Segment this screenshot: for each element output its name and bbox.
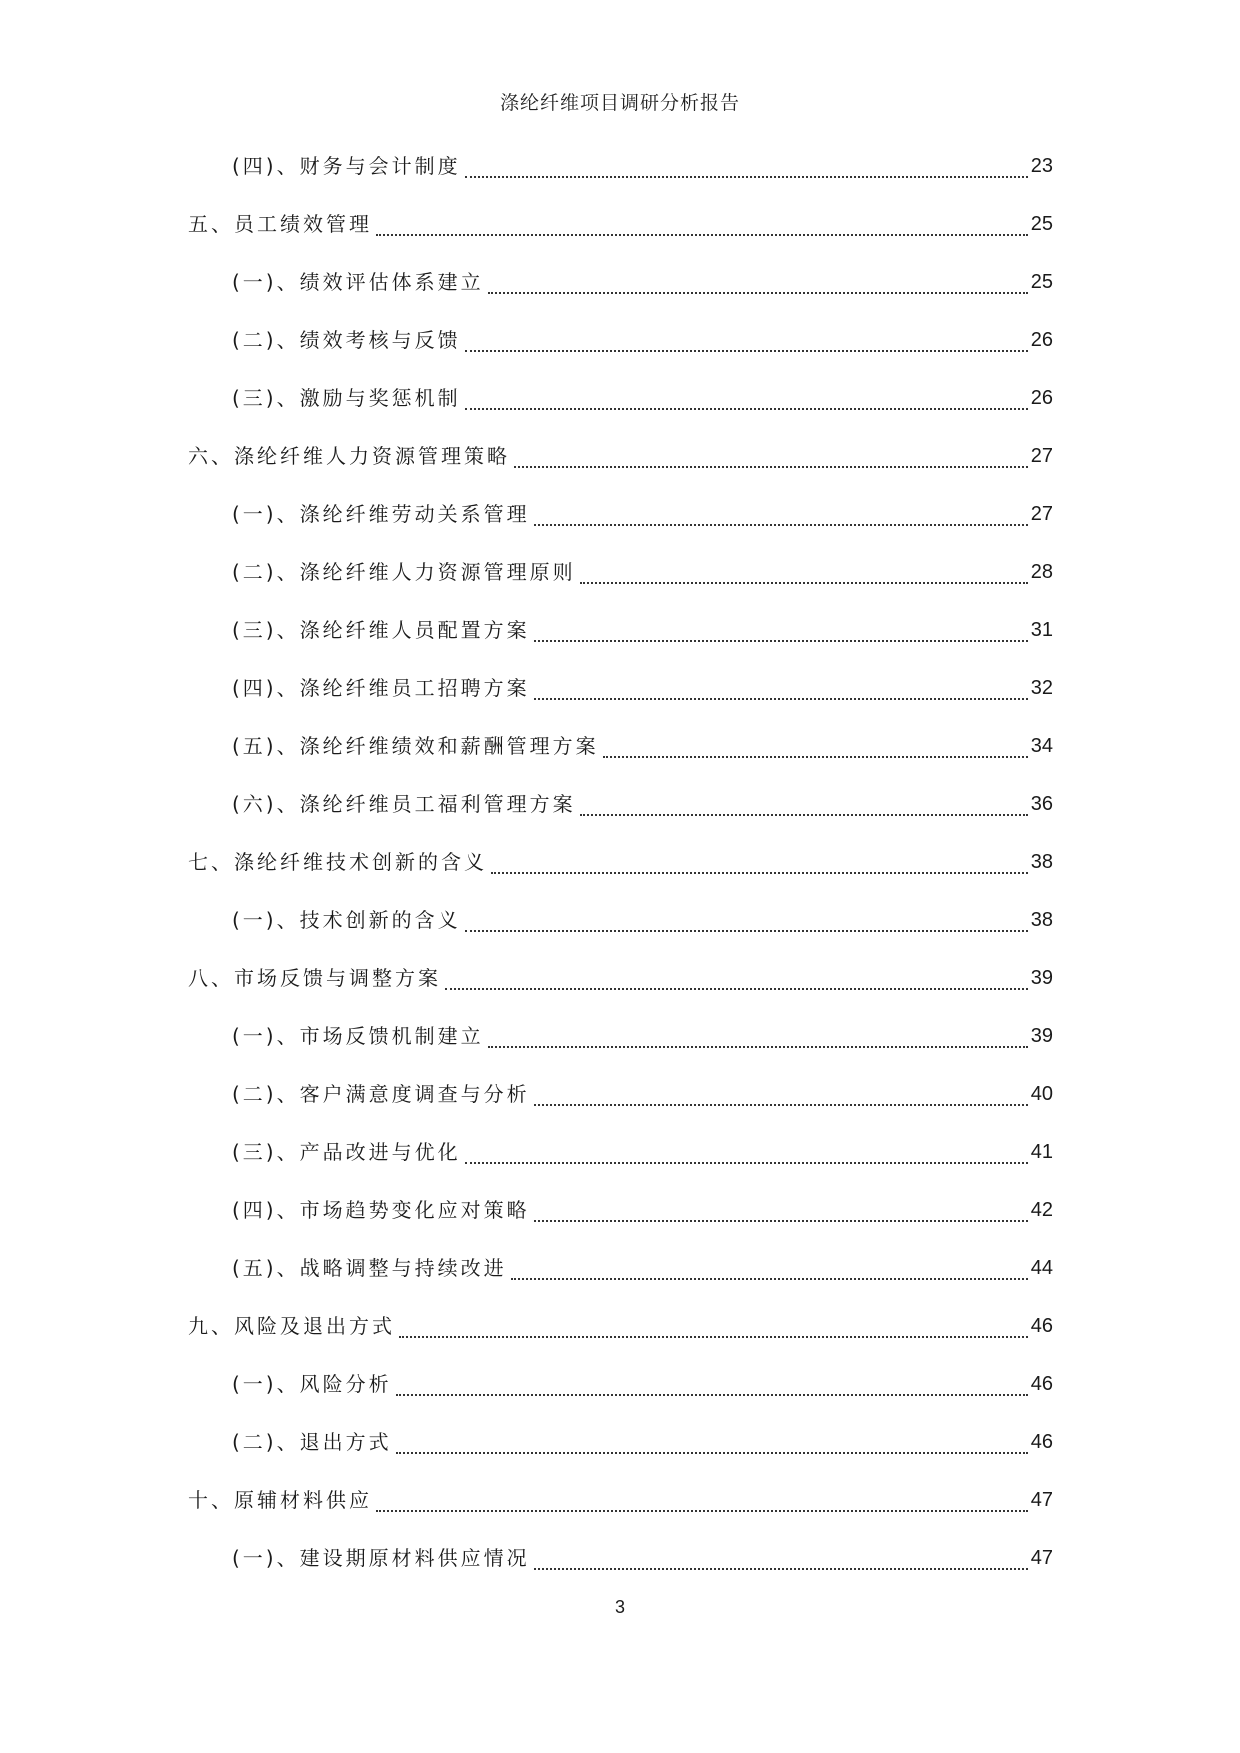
- toc-entry-page-number: 34: [1030, 735, 1053, 757]
- dot-leader: [511, 1277, 1028, 1280]
- dot-leader: [534, 1567, 1028, 1570]
- toc-entry[interactable]: [188, 891, 1053, 949]
- toc-entry[interactable]: [188, 717, 1053, 775]
- toc-entry[interactable]: [188, 1239, 1053, 1297]
- toc-entry[interactable]: [188, 1007, 1053, 1065]
- dot-leader: [534, 639, 1028, 642]
- toc-entry[interactable]: [188, 369, 1053, 427]
- toc-entry-page-number: 23: [1030, 155, 1053, 177]
- toc-entry-page-number: 26: [1030, 387, 1053, 409]
- toc-entry-page-number: 27: [1030, 503, 1053, 525]
- dot-leader: [580, 813, 1028, 816]
- toc-entry-page-number: 32: [1030, 677, 1053, 699]
- toc-entry[interactable]: [188, 1297, 1053, 1355]
- toc-entry-title: (三)、涤纶纤维人员配置方案: [232, 618, 530, 642]
- toc-entry[interactable]: [188, 601, 1053, 659]
- toc-entry[interactable]: [188, 253, 1053, 311]
- dot-leader: [488, 291, 1028, 294]
- toc-entry-title: (四)、市场趋势变化应对策略: [232, 1198, 530, 1222]
- toc-entry[interactable]: [188, 485, 1053, 543]
- dot-leader: [534, 523, 1028, 526]
- toc-entry[interactable]: [188, 1181, 1053, 1239]
- toc-entry[interactable]: [188, 1413, 1053, 1471]
- toc-entry[interactable]: [188, 949, 1053, 1007]
- dot-leader: [514, 465, 1028, 468]
- toc-entry[interactable]: [188, 427, 1053, 485]
- toc-entry-page-number: 26: [1030, 329, 1053, 351]
- toc-entry-title: (三)、产品改进与优化: [232, 1140, 461, 1164]
- toc-entry-title: (二)、绩效考核与反馈: [232, 328, 461, 352]
- toc-entry-title: (五)、涤纶纤维绩效和薪酬管理方案: [232, 734, 599, 758]
- toc-entry[interactable]: [188, 833, 1053, 891]
- toc-entry-title: 九、风险及退出方式: [188, 1314, 395, 1338]
- toc-entry[interactable]: [188, 1123, 1053, 1181]
- toc-entry-page-number: 38: [1030, 851, 1053, 873]
- dot-leader: [445, 987, 1028, 990]
- toc-entry[interactable]: [188, 311, 1053, 369]
- toc-entry-page-number: 31: [1030, 619, 1053, 641]
- dot-leader: [396, 1451, 1028, 1454]
- dot-leader: [465, 407, 1028, 410]
- dot-leader: [465, 175, 1028, 178]
- dot-leader: [396, 1393, 1028, 1396]
- dot-leader: [534, 1219, 1028, 1222]
- dot-leader: [580, 581, 1028, 584]
- toc-entry-page-number: 46: [1030, 1431, 1053, 1453]
- toc-entry-page-number: 39: [1030, 967, 1053, 989]
- toc-entry-title: (二)、退出方式: [232, 1430, 392, 1454]
- dot-leader: [376, 1509, 1028, 1512]
- toc-entry-title: (五)、战略调整与持续改进: [232, 1256, 507, 1280]
- toc-entry-title: (四)、涤纶纤维员工招聘方案: [232, 676, 530, 700]
- toc-entry-page-number: 46: [1030, 1315, 1053, 1337]
- toc-entry-title: (一)、绩效评估体系建立: [232, 270, 484, 294]
- dot-leader: [376, 233, 1028, 236]
- toc-entry[interactable]: [188, 659, 1053, 717]
- toc-entry-page-number: 47: [1030, 1547, 1053, 1569]
- toc-entry-title: 八、市场反馈与调整方案: [188, 966, 441, 990]
- toc-entry-title: (二)、涤纶纤维人力资源管理原则: [232, 560, 576, 584]
- toc-entry[interactable]: [188, 137, 1053, 195]
- dot-leader: [534, 1103, 1028, 1106]
- dot-leader: [465, 1161, 1028, 1164]
- toc-entry-page-number: 25: [1030, 213, 1053, 235]
- toc-entry-title: (一)、风险分析: [232, 1372, 392, 1396]
- dot-leader: [603, 755, 1028, 758]
- toc-entry-page-number: 27: [1030, 445, 1053, 467]
- toc-entry-page-number: 40: [1030, 1083, 1053, 1105]
- toc-entry-page-number: 47: [1030, 1489, 1053, 1511]
- toc-entry[interactable]: [188, 775, 1053, 833]
- toc-entry-title: (六)、涤纶纤维员工福利管理方案: [232, 792, 576, 816]
- toc-entry-page-number: 42: [1030, 1199, 1053, 1221]
- toc-entry-title: 五、员工绩效管理: [188, 212, 372, 236]
- toc-entry-title: (四)、财务与会计制度: [232, 154, 461, 178]
- toc-entry[interactable]: [188, 1471, 1053, 1529]
- toc-entry-page-number: 38: [1030, 909, 1053, 931]
- toc-entry[interactable]: [188, 195, 1053, 253]
- toc-entry-title: 六、涤纶纤维人力资源管理策略: [188, 444, 510, 468]
- toc-entry-title: 七、涤纶纤维技术创新的含义: [188, 850, 487, 874]
- toc-entry-page-number: 44: [1030, 1257, 1053, 1279]
- dot-leader: [534, 697, 1028, 700]
- page-header: 涤纶纤维项目调研分析报告: [499, 92, 740, 114]
- dot-leader: [488, 1045, 1028, 1048]
- dot-leader: [465, 349, 1028, 352]
- toc-entry-title: (一)、建设期原材料供应情况: [232, 1546, 530, 1570]
- dot-leader: [399, 1335, 1028, 1338]
- table-of-contents: [188, 137, 1053, 1587]
- toc-entry[interactable]: [188, 1065, 1053, 1123]
- toc-entry-title: (一)、涤纶纤维劳动关系管理: [232, 502, 530, 526]
- toc-entry-page-number: 36: [1030, 793, 1053, 815]
- toc-entry-page-number: 41: [1030, 1141, 1053, 1163]
- toc-entry-title: (一)、技术创新的含义: [232, 908, 461, 932]
- toc-entry-page-number: 46: [1030, 1373, 1053, 1395]
- toc-entry-title: (二)、客户满意度调查与分析: [232, 1082, 530, 1106]
- toc-entry[interactable]: [188, 1529, 1053, 1587]
- toc-entry[interactable]: [188, 543, 1053, 601]
- toc-entry-title: (三)、激励与奖惩机制: [232, 386, 461, 410]
- dot-leader: [465, 929, 1028, 932]
- toc-entry[interactable]: [188, 1355, 1053, 1413]
- toc-entry-title: (一)、市场反馈机制建立: [232, 1024, 484, 1048]
- dot-leader: [491, 871, 1028, 874]
- toc-entry-page-number: 39: [1030, 1025, 1053, 1047]
- toc-entry-page-number: 28: [1030, 561, 1053, 583]
- page-number: 3: [614, 1597, 625, 1617]
- toc-entry-title: 十、原辅材料供应: [188, 1488, 372, 1512]
- toc-entry-page-number: 25: [1030, 271, 1053, 293]
